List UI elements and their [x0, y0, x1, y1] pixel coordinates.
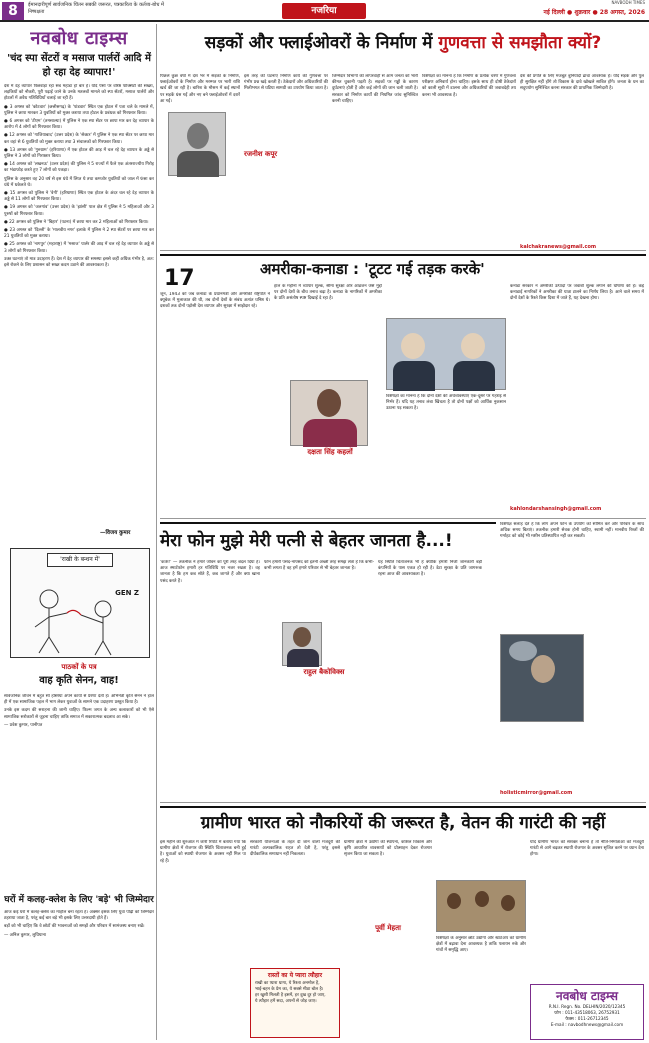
smoke-puff: [509, 641, 537, 661]
gramin-col5: [530, 840, 644, 980]
editorial-paragraph: ● 22 अगस्त को पुलिस ने 'बिहार' (पटना) में छापा मार कर 2 महिलाओं को गिरफ्तार किया।: [4, 219, 149, 225]
phone-email[interactable]: holisticmirror@gmail.com: [500, 790, 573, 796]
author-photo-body: [177, 151, 219, 177]
footer-paper-name: नवबोध टाइम्स: [556, 989, 618, 1003]
top-tagline: ईमानदारीपूर्ण सार्वजनिक चिंतन सबकी जरूरत, पत्रकारिता के कर्तव्य-बोध में निष्पक्षता: [28, 2, 164, 15]
phone-author-photo: [282, 622, 322, 666]
gramin-col3: [344, 840, 432, 1038]
main-headline: [160, 22, 646, 66]
gramin-text: यदि ग्रामीण भारत को सशक्त बनाना है तो नीति-निर्माताओं को मजदूरी गारंटी से आगे बढ़कर स्थायी रोजगार के अवसर सृजित करने पर ध्यान देना होगा।: [530, 840, 644, 858]
phone-col1: [160, 560, 260, 796]
editorial-paragraph: ● 14 अगस्त को 'लखनऊ' (उत्तर प्रदेश) की पुलिस ने 5 राज्यों में फैले एक अंतरराज्यीय गिरोह का भंडाफोड़ करते हुए 7 लोगों को पकड़ा।: [4, 162, 154, 174]
poem-line: भाई-बहन के प्रेम का, ये सबसे मीठा बोल है।: [255, 987, 324, 992]
letter-paragraph: बड़ों को भी चाहिए कि वे छोटों की भावनाओं को समझें और परिवार में सामंजस्य बनाए रखें।: [4, 924, 145, 930]
gramin-col1: [160, 840, 246, 1038]
gramin-col4: [436, 936, 526, 1038]
letter-paragraph: सार्वजनिक जीवन में बहुत सी हस्तियाँ अपने कार्यों से प्रेरणा देती हैं। अभिनेत्री कृति सेनन ने हाल ही में एक सामाजिक पहल में भाग लेकर युवाओं के सामने एक उदाहरण प्रस्तुत किया है।: [4, 694, 154, 706]
main-article-col5: [520, 74, 644, 249]
leader-photo-body: [453, 361, 495, 391]
cartoon-caption: GEN Z: [115, 589, 139, 597]
letter-paragraph: उनके इस कदम की सराहना की जानी चाहिए। फिल्म जगत के अन्य कलाकारों को भी ऐसे सामाजिक सरोकारों से जुड़ना चाहिए ताकि समाज में सकारात्मक बदलाव आ सके।: [4, 708, 154, 720]
letters-section-label: पाठकों के पत्र: [61, 663, 97, 671]
main-headline-part2: गुणवत्ता से समझौता क्यों?: [438, 33, 602, 53]
editorial-paragraph: ● 19 अगस्त को 'जलगांव' (उत्तर प्रदेश) के 'झांसी' पाल क्षेत्र में पुलिस ने 5 महिलाओं और 3 पुरुषों को गिरफ्तार किया।: [4, 205, 154, 217]
main-article-col3: [332, 74, 418, 249]
letter-paragraph: आज कई घरों में कलह-क्लेश का माहौल बना रहता है। अक्सर इसके लिए युवा पीढ़ी को जिम्मेदार ठहराया जाता है, परंतु कई बार बड़े भी इसके लिए उत्तरदायी होते हैं।: [4, 910, 154, 922]
editorial-body: [4, 84, 154, 524]
worker-figure: [501, 895, 515, 911]
editorial-paragraph: ● 3 अगस्त को 'कोटवार' (छत्तीसगढ़) के 'पांडवार' स्थित एक होटल में पता चले के मामले में, पुलिस ने छापा मारकर 3 युवतियों को मुक्त कराया तथा होटल के प्रबंधक को गिरफ्तार किया।: [4, 104, 154, 116]
main-article-text: इस तरह की घटनाएं निर्माण कार्य की गुणवत्ता पर गंभीर प्रश्न खड़े करती हैं। ठेकेदारों और अधिकारियों की मिलीभगत से घटिया सामग्री का उपयोग किया जाता है।: [244, 74, 328, 92]
cartoon: [10, 548, 150, 658]
dakshata-photo-head: [317, 389, 341, 417]
editorial-paragraph: ● 15 अगस्त को पुलिस ने 'वेगी' (हरियाणा) स्थित एक होटल के अंदर चल रहे देह व्यापार के अड्डे से 11 लोगों को गिरफ्तार किया।: [4, 191, 154, 203]
phone-text: विशेषज्ञ सलाह देते हैं कि लोग अपने फोन के उपयोग को सीमित करें और परिवार के साथ अधिक समय बिताएं। तकनीक हमारी सेवक होनी चाहिए, स्वामी नहीं। मानवीय रिश्तों की गर्माहट को कोई भी मशीन प्रतिस्थापित नहीं कर सकती।: [500, 522, 644, 540]
main-article-text: विशेषज्ञों का मानना है कि निर्माण के प्रत्येक चरण में गुणवत्ता परीक्षण अनिवार्य होना चाहिए। इसके साथ ही दोषी ठेकेदारों को काली सूची में डालना और अधिकारियों की जवाबदेही तय करना भी आवश्यक है।: [422, 74, 516, 98]
letter-signature: — अनिल कुमार, लुधियाना: [4, 932, 46, 938]
gramin-text: ग्रामीण क्षेत्रों में उद्योगों की स्थापना, कौशल विकास और कृषि आधारित व्यवसायों को प्रोत्साहन देकर रोजगार सृजन किया जा सकता है।: [344, 840, 432, 858]
gramin-text: इस महीने की शुरुआत में जारी रिपोर्ट में बताया गया कि ग्रामीण क्षेत्रों में रोजगार की स्थिति चिंताजनक बनी हुई है। युवाओं को स्थायी रोजगार के अवसर नहीं मिल पा रहे हैं।: [160, 840, 246, 864]
america-headline: अमरीका-कनाडा : 'टूटट गई तड़क करके': [160, 254, 646, 280]
author-photo: [168, 112, 226, 176]
editorial-headline: 'चंद स्पा सेंटरों व मसाज पार्लरों आदि में हो रहा देह व्यापार!': [7, 53, 151, 78]
phone-text: यह स्थिति चिंताजनक भी है क्योंकि हमारी निजी जानकारी बड़ी कंपनियों के पास एकत्र हो रही है। डेटा सुरक्षा के प्रति जागरूक रहना आज की आवश्यकता है।: [378, 560, 482, 578]
main-article-col4: [422, 74, 516, 249]
leader-photo-head: [461, 333, 485, 359]
worker-figure: [475, 891, 489, 907]
letter-signature: — प्रवेश कुमार, पानीपत: [4, 722, 43, 728]
phone-illustration-photo: [500, 634, 584, 722]
phone-illustration-head: [531, 655, 555, 683]
poem-body: [251, 979, 339, 1007]
section-divider: [160, 518, 646, 519]
phone-author-photo-body: [287, 649, 319, 667]
dakshata-photo-body: [303, 419, 357, 447]
section-divider: [160, 250, 646, 251]
author-photo-head: [187, 123, 209, 149]
workers-photo: [436, 880, 526, 932]
footer-line: R.N.I. Regn. No. DELHIN/2020/12345: [548, 1004, 626, 1009]
top-bar: [0, 0, 649, 22]
editorial-paragraph: ● 12 अगस्त को 'गाजियाबाद' (उत्तर प्रदेश) के 'सेक्टर' में पुलिस ने एक स्पा सेंटर पर छापा मार कर वहां से 6 युवतियों को मुक्त कराया तथा 3 संचालकों को गिरफ्तार किया।: [4, 133, 154, 145]
america-drop-number: 17: [164, 266, 195, 291]
poem-line: हर खुशी मिलती है इसमें, हर दुख दूर हो जाए,: [255, 993, 326, 998]
america-email[interactable]: kahlondarshansingh@gmail.com: [510, 506, 602, 512]
editorial-paragraph: ● 6 अगस्त को 'टीएम' (तमसाल्या) में पुलिस ने एक स्पा सेंटर पर छापा मार कर देह व्यापार के आरोप में 4 लोगों को गिरफ्तार किया।: [4, 119, 154, 131]
letters-title: वाह कृति सेनन, वाह!: [39, 675, 119, 686]
footer-line: फोन : 011-43518063, 26752931: [554, 1010, 620, 1015]
america-col4: [510, 284, 644, 506]
footer-imprint: [530, 984, 644, 1040]
gramin-headline: ग्रामीण भारत को नौकरियों की जरूरत है, वेतन की गारंटी की नहीं: [160, 806, 646, 836]
letter2-title: घरों में कलह-क्लेश के लिए 'बड़े' भी जिम्मेदार: [4, 895, 154, 905]
letters-header: [4, 663, 154, 691]
masthead-name: नवबोध टाइम्स: [30, 28, 128, 49]
america-text: कनाडा सरकार ने अमरीकी उत्पादों पर जवाबी शुल्क लगाने की घोषणा की है। कई कनाडाई नागरिकों ने अमरीका की यात्रा टालने का निर्णय लिया है। आने वाले समय में दोनों देशों के रिश्ते किस दिशा में जाते हैं, यह देखना होगा।: [510, 284, 644, 302]
worker-figure: [447, 893, 461, 909]
gramin-col2: [250, 840, 340, 968]
footer-line: फैक्स : 011-26712345: [565, 1016, 609, 1021]
section-divider: [160, 802, 646, 803]
gramin-text: सरकारी योजनाओं के तहत दी जाने वाली मजदूरी की गारंटी अल्पकालिक राहत तो देती है, परंतु इससे दीर्घकालिक समाधान नहीं निकलता।: [250, 840, 340, 858]
leaders-photo: [386, 318, 506, 390]
letters-body: [4, 694, 154, 889]
poem-line: ये त्यौहार हमें सदा, अपनों से जोड़ जाए।: [255, 999, 317, 1004]
america-text: जून, 1943 को जब कनाडा के प्रधानमंत्री और अमरीकी राष्ट्रपति ने क्यूबेक में मुलाकात की थी, तब दोनों देशों के संबंध अत्यंत घनिष्ठ थे। दशकों तक दोनों पड़ोसी देश व्यापार और सुरक्षा में साझेदार रहे।: [160, 292, 270, 310]
main-headline-part1: सड़कों और फ्लाईओवरों के निर्माण में: [204, 33, 433, 53]
section-label: नजरिया: [282, 3, 366, 19]
editorial-paragraph: ● 25 अगस्त को 'नागपुर' (महाराष्ट्र) में 'मसाज' पार्लर की आड़ में चल रहे देह व्यापार के अड्डे से 3 लोगों को गिरफ्तार किया।: [4, 242, 154, 254]
phone-headline: मेरा फोन मुझे मेरी पत्नी से बेहतर जानता है...!: [160, 522, 496, 556]
cartoon-title: 'राखी के बन्धन में': [47, 553, 113, 567]
phone-author-name: राहुल बैकोविक्स: [303, 668, 345, 676]
america-col1: [160, 292, 270, 542]
letter2-body: [4, 910, 154, 1038]
poem-line: राखी का प्यारा धागा, ये रिश्ता अनमोल है,: [255, 981, 320, 986]
editorial-paragraph: ● 23 अगस्त को 'दिल्ली' के 'मालवीय नगर' इलाके में पुलिस ने 2 स्पा सेंटरों पर छापा मार कर 21 युवतियों को मुक्त कराया।: [4, 228, 154, 240]
main-article-col2: [244, 74, 328, 224]
column-divider: [156, 24, 157, 1040]
america-text: हाल के महीनों में व्यापार शुल्क, सीमा सुरक्षा और आव्रजन जैसे मुद्दों पर दोनों देशों के बीच तनाव बढ़ा है। कनाडा के नागरिकों में अमरीका के प्रति असंतोष स्पष्ट दिखाई दे रहा है।: [274, 284, 382, 302]
editorial-byline: —विजय कुमार: [100, 530, 131, 536]
phone-text: फोन हमारी पसंद-नापसंद को इतनी अच्छी तरह समझ लेता है कि कभी-कभी लगता है वह हमें हमारे परिवार से भी बेहतर जानता है।: [264, 560, 374, 572]
leader-photo-head: [401, 333, 425, 359]
gramin-author-name: पूर्वी मेहता: [375, 924, 401, 932]
editorial-paragraph: देश में देह व्यापार पिछवाड़ा रहा सब महाडा हो बार है। यदि पैसों पर वरिष्ठ पाक्सिटी की सख्ता, लड़कियों को नौकरी, पूरी पढ़ाई जाने के उनके मतलबों मामले को स्पा सेंटरों, मसाज पार्लरों और होटलों में अवैध गतिविधियाँ चलाई जा रही हैं।: [4, 84, 154, 102]
dakshata-photo: [290, 380, 368, 446]
footer-line: E-mail : navbodhnews@gmail.com: [550, 1022, 624, 1027]
main-email[interactable]: kalchakranews@gmail.com: [520, 244, 597, 250]
main-article-text: पिछले कुछ वर्षों में देश भर में सड़कों के निर्माण, फ्लाईओवरों के निर्माण और मरम्मत पर भारी राशि खर्च की जा रही है। बारिश के मौसम में कई स्थानों पर सड़कें धंस गईं और नए बने फ्लाईओवरों में दरारें आ गईं।: [160, 74, 240, 104]
date-line: नई दिल्ली ● शुक्रवार ● 28 अगस्त, 2026: [543, 9, 645, 16]
editorial-paragraph: उक्त घटनाएं तो मात्र उदाहरण हैं। देश में देह व्यापार की समस्या इससे कहीं अधिक गंभीर है, अत: इसे रोकने के लिए प्रशासन को सख्त कदम उठाने की आवश्यकता है।: [4, 256, 154, 269]
phone-text: 'काश!' — तकनीक ने हमारे जीवन को पूरी तरह बदल दिया है। आज स्मार्टफोन हमारी हर गतिविधि पर नजर रखता है। वह जानता है कि हम कब सोते हैं, कब जागते हैं और क्या खाना पसंद करते हैं।: [160, 560, 260, 584]
poem-box: [250, 968, 340, 1038]
poem-title: रास्तों का ये प्यारा त्यौहार: [267, 972, 323, 979]
america-author-name: दक्षता सिंह कहलों: [307, 448, 353, 456]
main-author-name: रजनीश कपूर: [244, 150, 278, 158]
america-text: विशेषज्ञों का मानना है कि दोनों देशों की अर्थव्यवस्थाएं एक-दूसरे पर गहराई से निर्भर हैं। यदि यह तनाव लंबा खिंचता है तो दोनों पक्षों को आर्थिक नुकसान उठाना पड़ सकता है।: [386, 394, 506, 412]
main-article-text: जिम्मेदार विभागों की लापरवाही से आम जनता को भारी कीमत चुकानी पड़ती है। सड़कों पर गड्ढों के कारण दुर्घटनाएं होती हैं और कई लोगों की जान चली जाती है। सरकार को निर्माण कार्यों की नियमित जांच सुनिश्चित करनी चाहिए।: [332, 74, 418, 104]
editorial-paragraph: ● 13 अगस्त को 'गुरुग्राम' (हरियाणा) में एक होटल की आड़ में चल रहे देह व्यापार के अड्डे से पुलिस ने 3 लोगों को गिरफ्तार किया।: [4, 147, 154, 160]
page-number: 8: [2, 2, 24, 20]
phone-col2: [264, 560, 374, 796]
america-col3: [386, 394, 506, 506]
gramin-text: विशेषज्ञों के अनुसार छोटे उद्योगों और स्टार्टअप को ग्रामीण क्षेत्रों में बढ़ावा देना आवश्यक है ताकि पलायन रुके और गांवों में समृद्धि आए।: [436, 936, 526, 954]
leader-photo-body: [393, 361, 435, 391]
editorial-masthead: [4, 26, 154, 50]
main-article-text: देश की प्रगति के लिए मजबूत बुनियादी ढांचा आवश्यक है। यदि सड़कें और पुल ही सुरक्षित नहीं होंगे तो विकास के दावे खोखले साबित होंगे। जनता के धन का सदुपयोग सुनिश्चित करना सरकार की प्राथमिक जिम्मेदारी है।: [520, 74, 644, 92]
cartoon-drawing: [11, 549, 149, 657]
editorial-paragraph: पुलिस के अनुसार वह 20 वर्ष से इस धंधे में लिप्त थे तथा कमजोर युवतियों को जाल में फंसा कर धंधे में धकेलते थे।: [4, 176, 154, 188]
phone-col3: [378, 560, 482, 796]
paper-small-name: NAVBODH TIMES: [611, 0, 645, 5]
phone-author-photo-head: [293, 627, 311, 647]
